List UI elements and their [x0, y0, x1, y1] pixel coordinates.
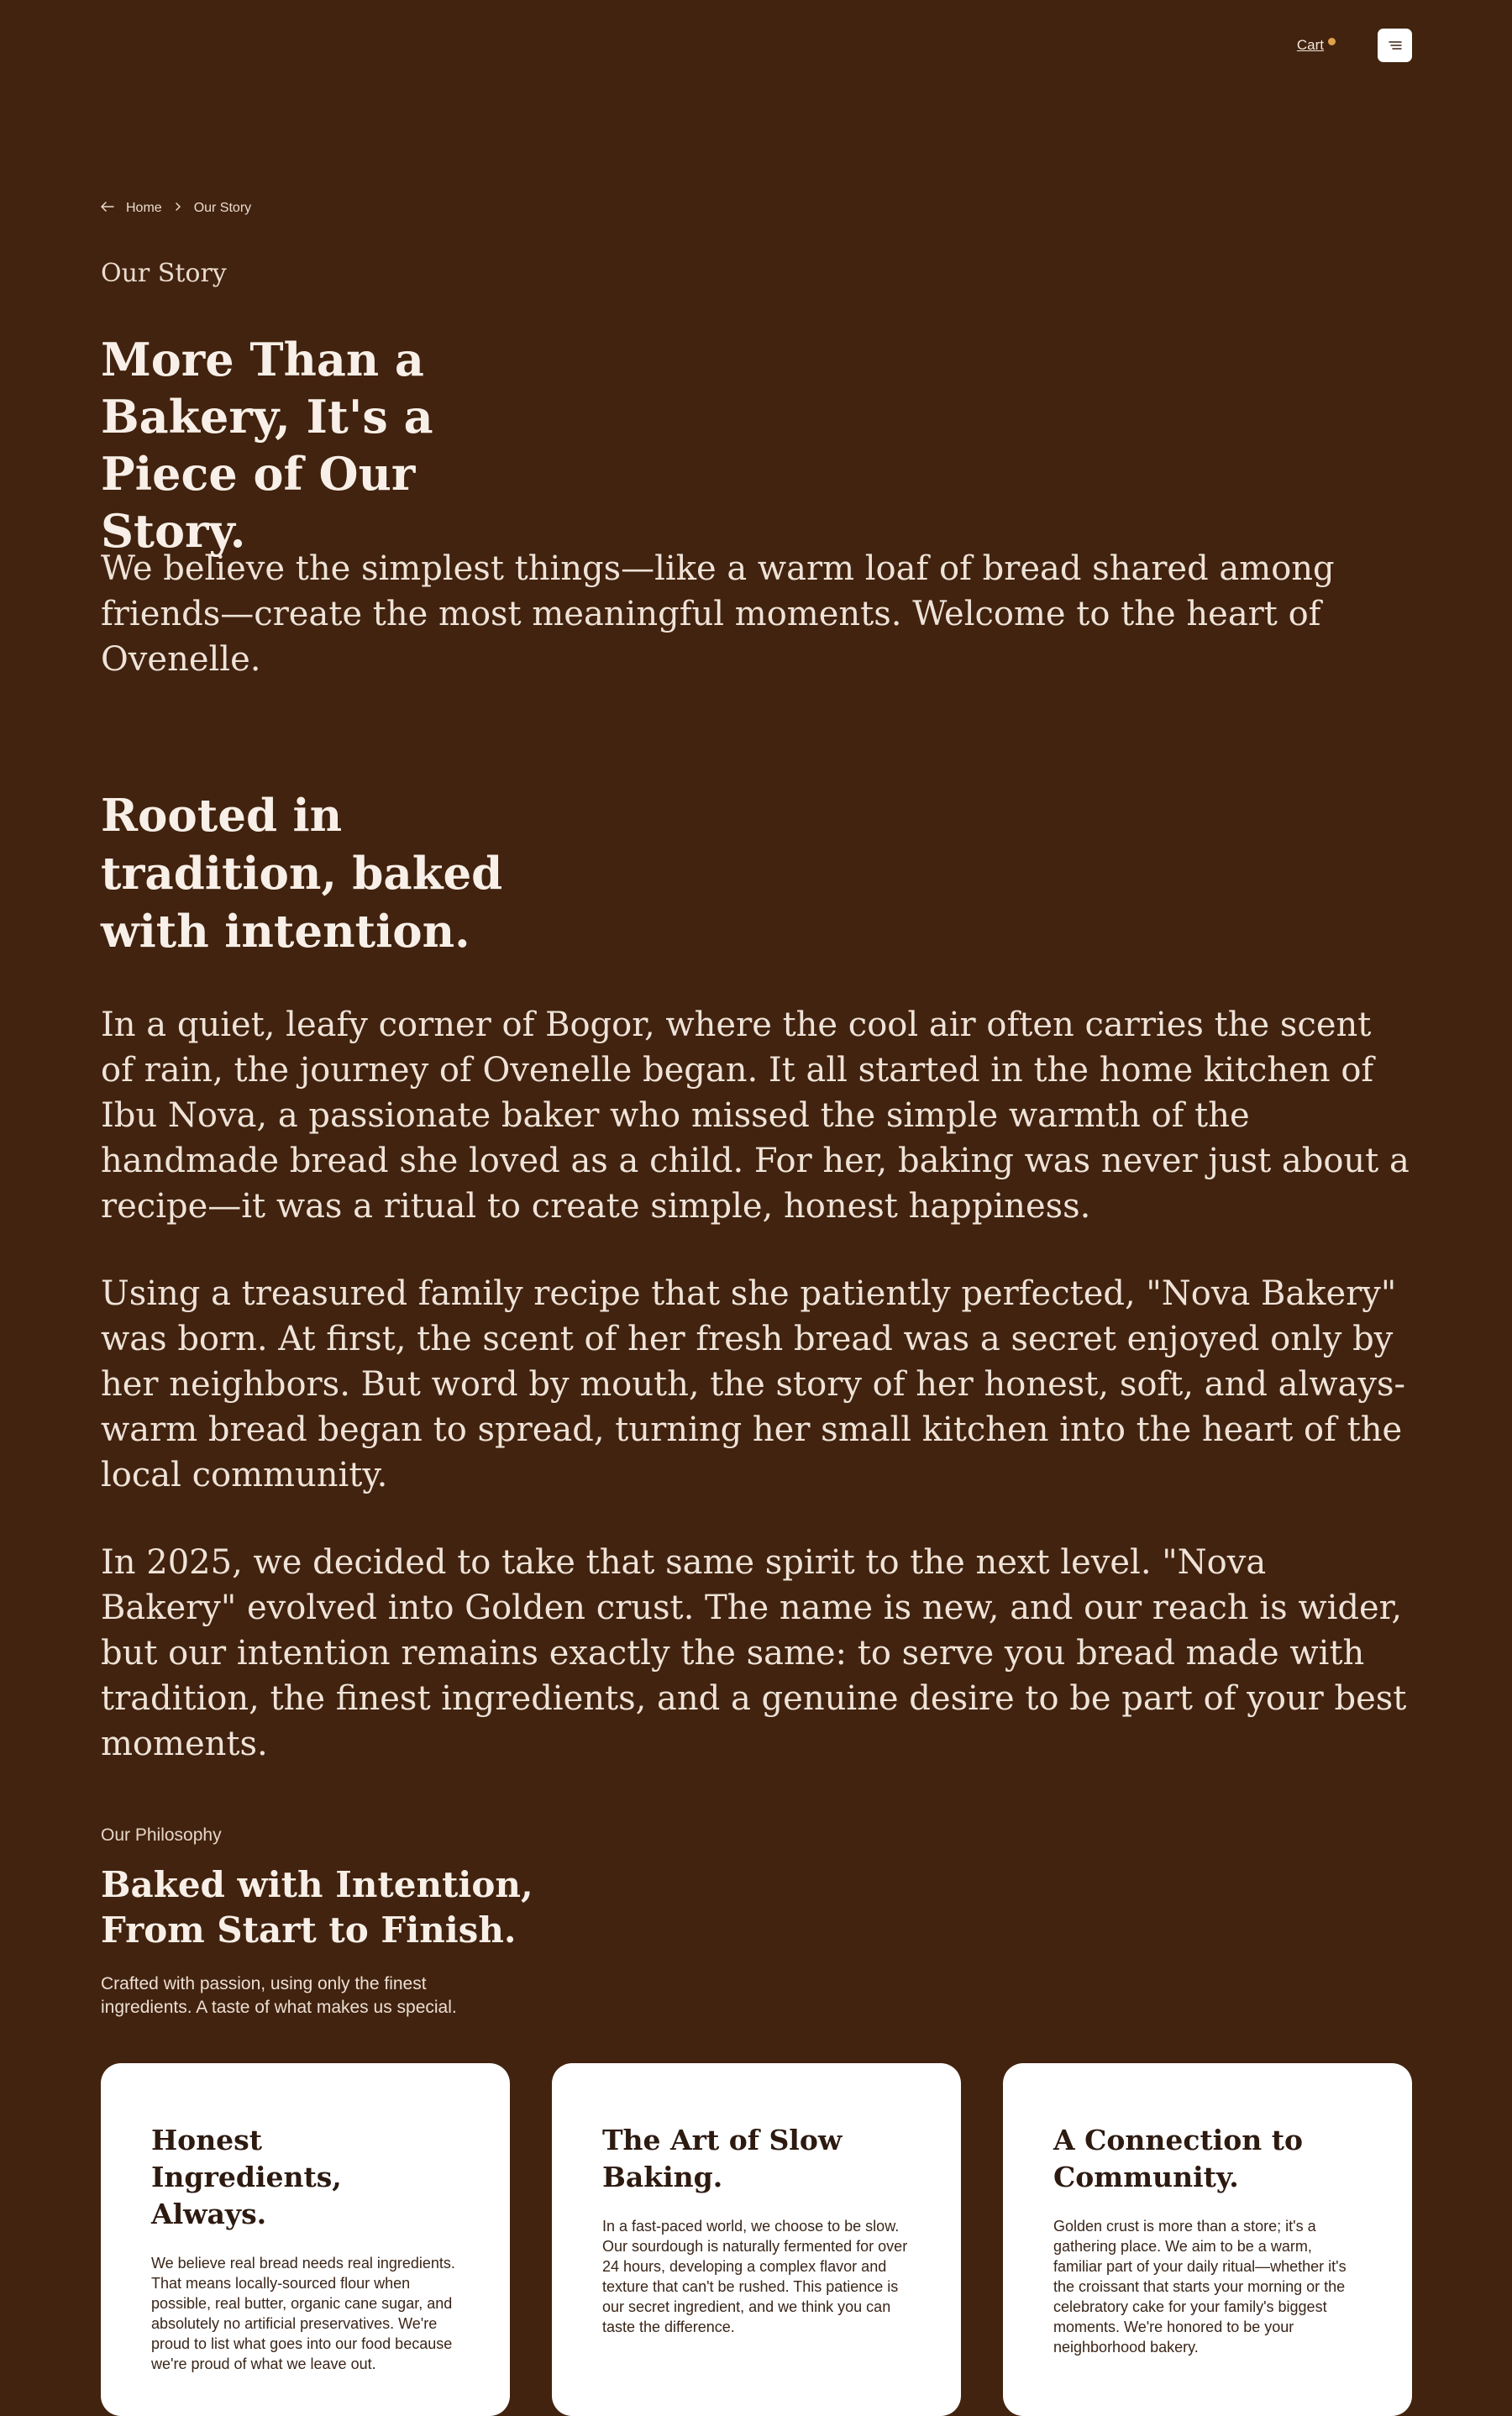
story-body [101, 1002, 1411, 1809]
philosophy-title: Baked with Intention, From Start to Finish. [101, 1864, 533, 1951]
cart-badge [1328, 38, 1336, 45]
arrow-left-icon[interactable] [101, 201, 114, 216]
hero-eyebrow: Our Story [101, 259, 227, 288]
card-text: In a fast-paced world, we choose to be slow. Our sourdough is naturally fermented for over 24 hours, developing a complex flavor and texture that can't be rushed. This patience is our secret ingredient, and we think you can taste the difference. [602, 2218, 908, 2335]
story-paragraph: Using a treasured family recipe that she patiently perfected, "Nova Bakery" was born. At first, the scent of her fresh bread was a secret enjoyed only by her neighbors. But word by mouth, the story of her honest, soft, and always-warm bread began to spread, turning her small kitchen into the heart of the local community. [101, 1274, 1406, 1494]
philosophy-card [101, 2063, 510, 2416]
menu-icon [1389, 38, 1402, 54]
philosophy-cards [101, 2063, 1413, 2416]
philosophy-eyebrow: Our Philosophy [101, 1825, 222, 1845]
philosophy-subtitle: Crafted with passion, using only the finest ingredients. A taste of what makes us special. [101, 1974, 457, 2017]
story-paragraph: In a quiet, leafy corner of Bogor, where the cool air often carries the scent of rain, the journey of Ovenelle began. It all started in the home kitchen of Ibu Nova, a passionate baker who missed the simple warmth of the handmade bread she loved as a child. For her, baking was never just about a recipe—it was a ritual to create simple, honest happiness. [101, 1006, 1410, 1226]
hero-title: More Than a Bakery, It's a Piece of Our Story. [101, 333, 433, 558]
card-title: Honest Ingredients, Always. [151, 2124, 342, 2230]
card-text: We believe real bread needs real ingredients. That means locally-sourced flour when possible, real butter, organic cane sugar, and absolutely no artificial preservatives. We're proud to list what goes into our food because we're proud of what we leave out. [151, 2255, 455, 2372]
philosophy-card [552, 2063, 961, 2416]
chevron-right-icon [174, 201, 182, 216]
breadcrumb-home[interactable]: Home [126, 201, 162, 215]
card-title: A Connection to Community. [1053, 2124, 1303, 2193]
cart-link[interactable] [1297, 37, 1336, 54]
story-paragraph: In 2025, we decided to take that same spirit to the next level. "Nova Bakery" evolved into Golden crust. The name is new, and our reach is wider, but our intention remains exactly the same: to serve you bread made with tradition, the finest ingredients, and a genuine desire to be part of your best moments. [101, 1543, 1407, 1763]
card-text: Golden crust is more than a store; it's a gathering place. We aim to be a warm, familiar part of your daily ritual—whether it's the croissant that starts your morning or the celebratory cake for your family's biggest moments. We're honored to be your neighborhood bakery. [1053, 2218, 1347, 2356]
philosophy-card [1003, 2063, 1412, 2416]
cart-label: Cart [1296, 37, 1324, 53]
card-title: The Art of Slow Baking. [602, 2124, 843, 2193]
breadcrumb-current: Our Story [193, 201, 252, 215]
breadcrumb [101, 201, 251, 216]
menu-button[interactable] [1378, 29, 1412, 62]
top-bar [1297, 29, 1412, 62]
hero-text: We believe the simplest things—like a warm loaf of bread shared among friends—create the most meaningful moments. Welcome to the heart of Ovenelle. [101, 549, 1335, 679]
story-title: Rooted in tradition, baked with intention. [101, 790, 503, 958]
